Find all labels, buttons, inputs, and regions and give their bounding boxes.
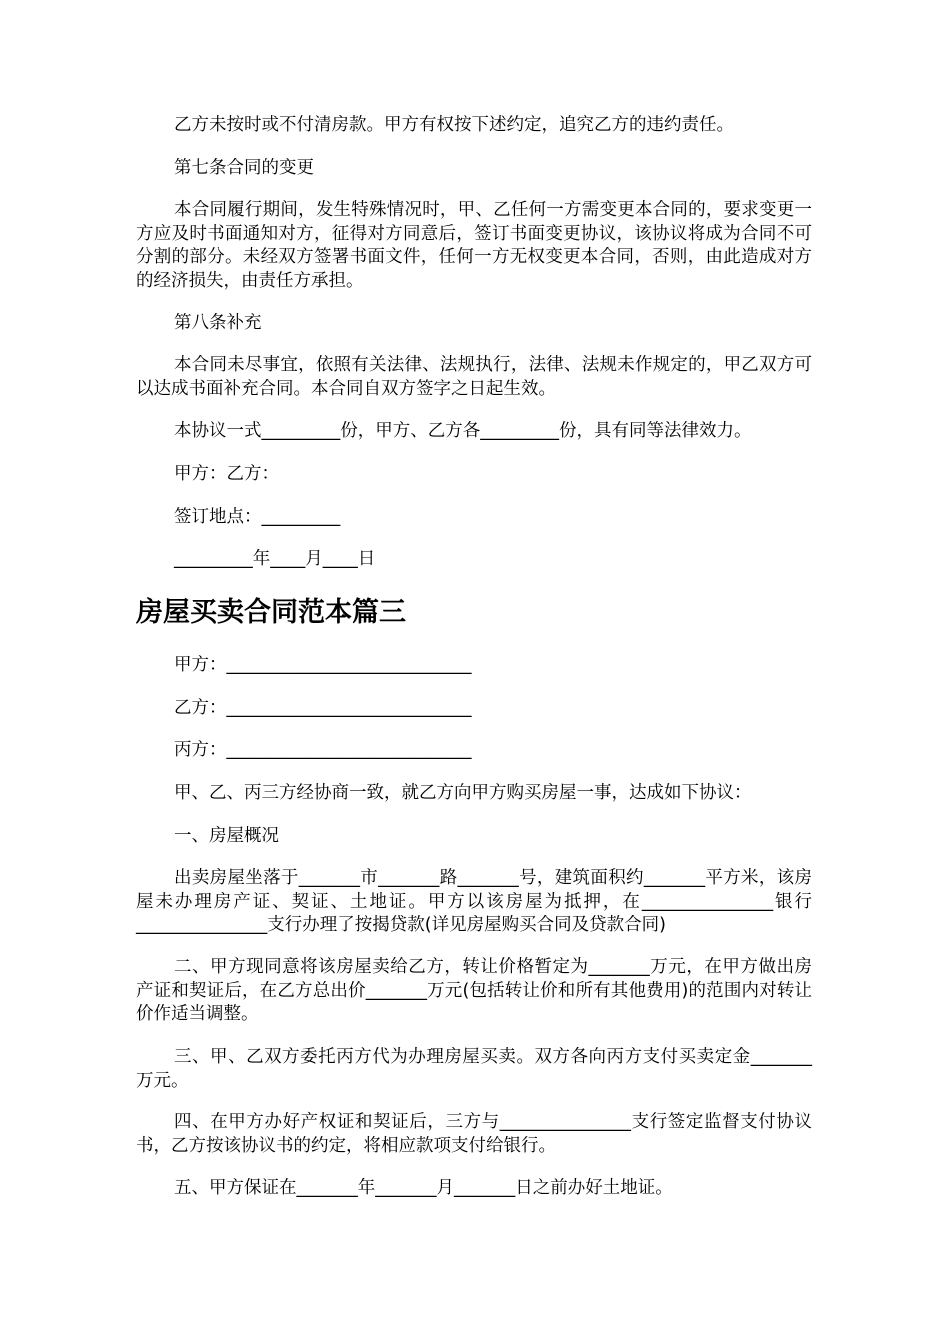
- signing-date: _________年____月____日: [174, 549, 376, 569]
- signature-parties: 甲方：乙方：: [174, 464, 279, 484]
- paragraph-article-7-body: 本合同履行期间，发生特殊情况时，甲、乙任何一方需变更本合同的，要求变更一方应及时书面通知对方，征得对方同意后，签订书面变更协议，该协议将成为合同不可分割的部分。未经双方签署书面文件，任何一方无权变更本合同，否则，由此造成对方的经济损失，由责任方承担。: [136, 200, 812, 291]
- section-title: 房屋买卖合同范本篇三: [136, 597, 406, 628]
- section-heading-article-7: 第七条合同的变更: [174, 158, 314, 178]
- section-heading-property-overview: 一、房屋概况: [174, 826, 279, 846]
- paragraph-clause-2: 二、甲方现同意将该房屋卖给乙方，转让价格暂定为_______万元，在甲方做出房产证和契证后，在乙方总出价_______万元(包括转让价和所有其他费用)的范围内对转让价作适当调整。: [136, 957, 812, 1024]
- party-b-line: 乙方：____________________________: [174, 698, 472, 718]
- paragraph-clause-3: 三、甲、乙双方委托丙方代为办理房屋买卖。双方各向丙方支付买卖定金_______万元。: [136, 1047, 812, 1091]
- paragraph-copies: 本协议一式_________份，甲方、乙方各_________份，具有同等法律效力。: [174, 421, 752, 441]
- paragraph-clause-5: 五、甲方保证在_______年_______月_______日之前办好土地证。: [174, 1178, 673, 1198]
- paragraph-property-location: 出卖房屋坐落于_______市_______路_______号，建筑面积约_______平方米，该房屋未办理房产证、契证、土地证。甲方以该房屋为抵押，在_______________银行_______________支行办理了按揭贷款(详见房屋购买合同及贷款合同): [136, 868, 812, 935]
- paragraph-article-8-body: 本合同未尽事宜，依照有关法律、法规执行，法律、法规未作规定的，甲乙双方可以达成书面补充合同。本合同自双方签字之日起生效。: [136, 355, 812, 399]
- paragraph-breach: 乙方未按时或不付清房款。甲方有权按下述约定，追究乙方的违约责任。: [174, 115, 734, 135]
- signing-place: 签订地点：_________: [174, 507, 341, 527]
- party-a-line: 甲方：____________________________: [174, 655, 472, 675]
- section-heading-article-8: 第八条补充: [174, 313, 262, 333]
- paragraph-agreement-intro: 甲、乙、丙三方经协商一致，就乙方向甲方购买房屋一事，达成如下协议：: [174, 783, 752, 803]
- party-c-line: 丙方：____________________________: [174, 740, 472, 760]
- paragraph-clause-4: 四、在甲方办好产权证和契证后，三方与_______________支行签定监督支付协议书，乙方按该协议书的约定，将相应款项支付给银行。: [136, 1112, 812, 1156]
